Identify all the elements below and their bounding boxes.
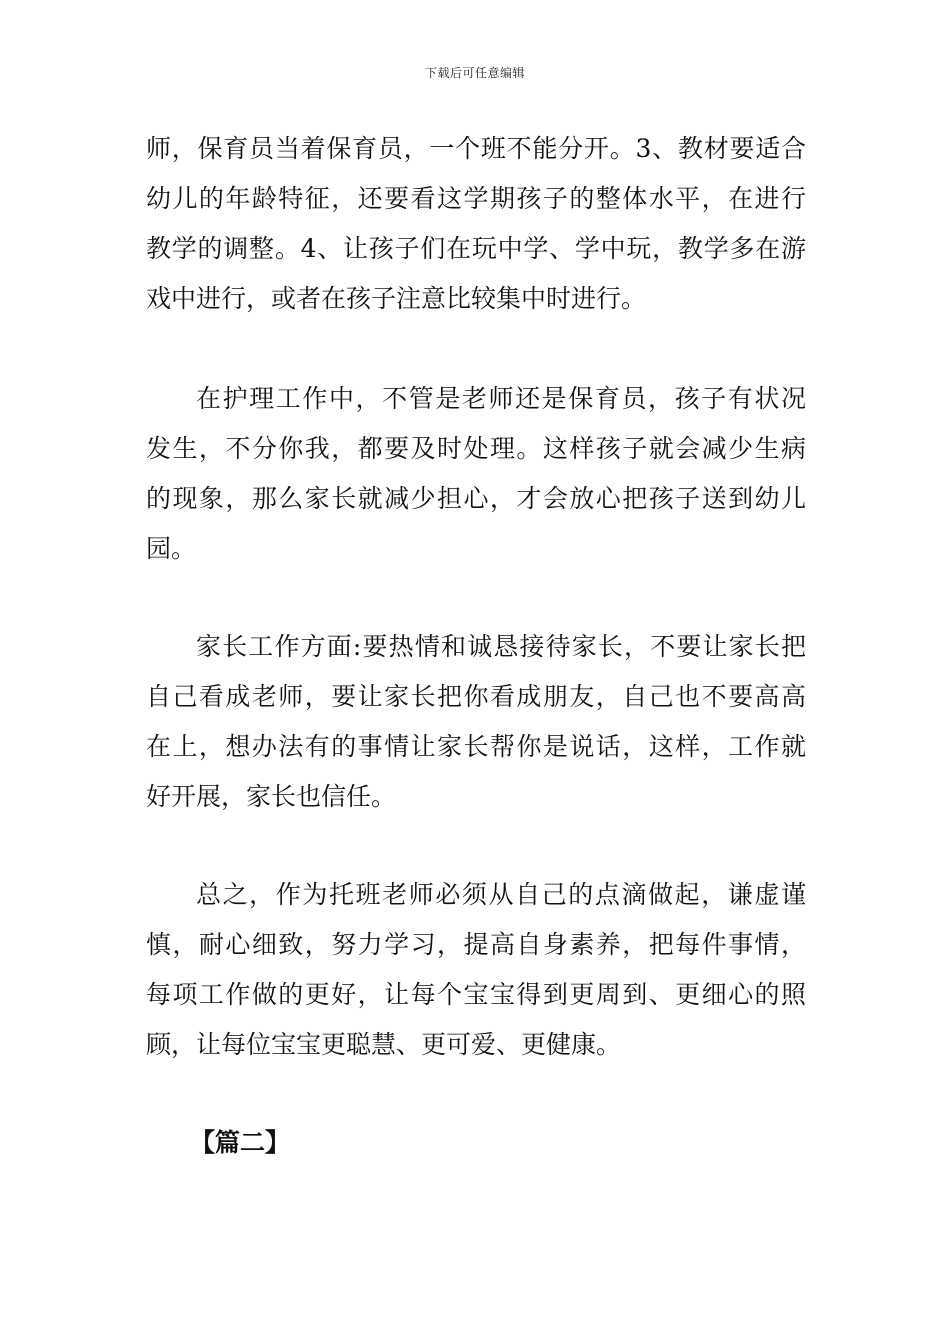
paragraph-1-line-4: 戏中进行，或者在孩子注意比较集中时进行。 [146,284,647,313]
paragraph-2-line-4: 园。 [146,534,197,563]
paragraph-3-line-1: 家长工作方面:要热情和诚恳接待家长，不要让家长把 [196,632,806,661]
paragraph-2-line-2: 发生，不分你我，都要及时处理。这样孩子就会减少生病 [146,434,806,463]
paragraph-3-line-3: 在上，想办法有的事情让家长帮你是说话，这样，工作就 [146,732,806,761]
paragraph-3-line-2: 自己看成老师，要让家长把你看成朋友，自己也不要高高 [146,682,806,711]
paragraph-1-line-3: 教学的调整。4、让孩子们在玩中学、学中玩，教学多在游 [146,234,806,263]
paragraph-1-line-2: 幼儿的年龄特征，还要看这学期孩子的整体水平，在进行 [146,184,806,213]
paragraph-3-line-4: 好开展，家长也信任。 [146,782,397,811]
paragraph-4-line-4: 顾，让每位宝宝更聪慧、更可爱、更健康。 [146,1030,622,1059]
paragraph-4-line-2: 慎，耐心细致，努力学习，提高自身素养，把每件事情， [146,930,806,959]
section-heading: 【篇二】 [190,1128,291,1157]
paragraph-4-line-3: 每项工作做的更好，让每个宝宝得到更周到、更细心的照 [146,980,806,1009]
page-header-note: 下载后可任意编辑 [424,66,525,80]
paragraph-2-line-1: 在护理工作中，不管是老师还是保育员，孩子有状况 [196,384,806,413]
paragraph-1-line-1: 师，保育员当着保育员，一个班不能分开。3、教材要适合 [146,134,806,163]
paragraph-4-line-1: 总之，作为托班老师必须从自己的点滴做起，谦虚谨 [196,880,806,909]
paragraph-2-line-3: 的现象，那么家长就减少担心，才会放心把孩子送到幼儿 [146,484,806,513]
